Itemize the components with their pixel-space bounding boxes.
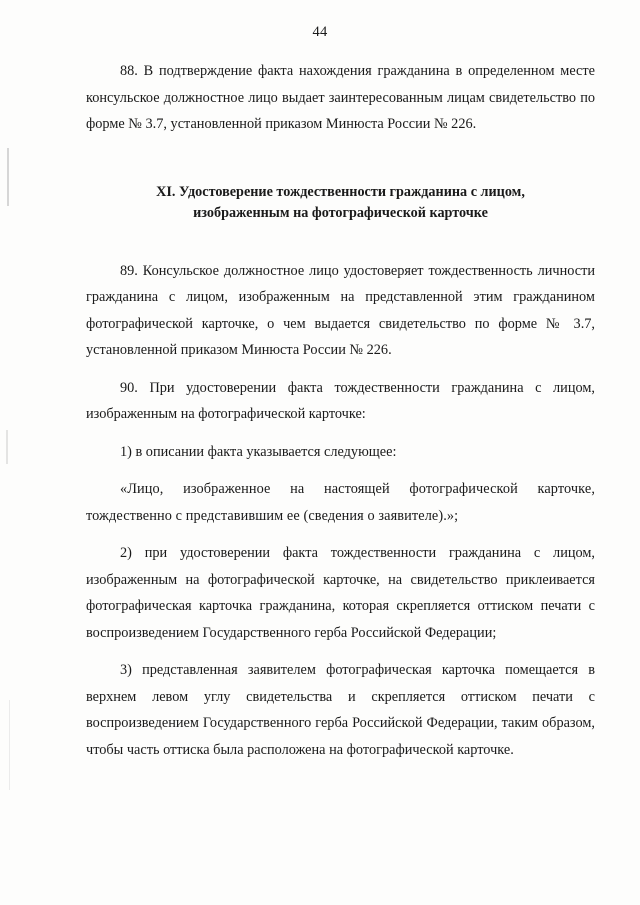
list-item-3: 3) представленная заявителем фотографическая карточка помещается в верхнем левом углу свидетельства и скрепляется оттиском печати с воспроизведением Государственного герба Российской Федерации, таким образом, чтобы часть оттиска была расположена на фотографической карточке. [86,662,595,758]
paragraph-89: 89. Консульское должностное лицо удостоверяет тождественность личности гражданина с лицом, изображенным на представленной этим гражданином фотографической карточке, о чем выдается свидетельство по форме № 3.7, установленной приказом Минюста России № 226. [86,262,595,358]
paragraph-88: 88. В подтверждение факта нахождения гражданина в определенном месте консульское должностное лицо выдает заинтересованным лицам свидетельство по форме № 3.7, установленной приказом Минюста России № 226. [86,63,595,132]
quotation-1: «Лицо, изображенное на настоящей фотографической карточке, тождественно с представившим ее (сведения о заявителе).»; [86,481,595,524]
page-number: 44 [312,24,328,40]
scan-artifact-left-upper [7,148,9,206]
paragraph-90: 90. При удостоверении факта тождественности гражданина с лицом, изображенным на фотографической карточке: [86,379,595,422]
section-heading-line-1: XI. Удостоверение тождественности гражданина с лицом, [156,183,525,200]
section-heading [121,182,561,224]
document-body [86,58,595,763]
list-item-1: 1) в описании факта указывается следующее: [120,443,397,460]
list-item-2: 2) при удостоверении факта тождественности гражданина с лицом, изображенным на фотографической карточке, на свидетельство приклеивается фотографическая карточка гражданина, которая скрепляется оттиском печати с воспроизведением Государственного герба Российской Федерации; [86,545,595,641]
scan-artifact-left-middle [6,430,8,464]
scan-artifact-left-lower [9,700,10,790]
section-heading-line-2: изображенным на фотографической карточке [193,204,488,221]
